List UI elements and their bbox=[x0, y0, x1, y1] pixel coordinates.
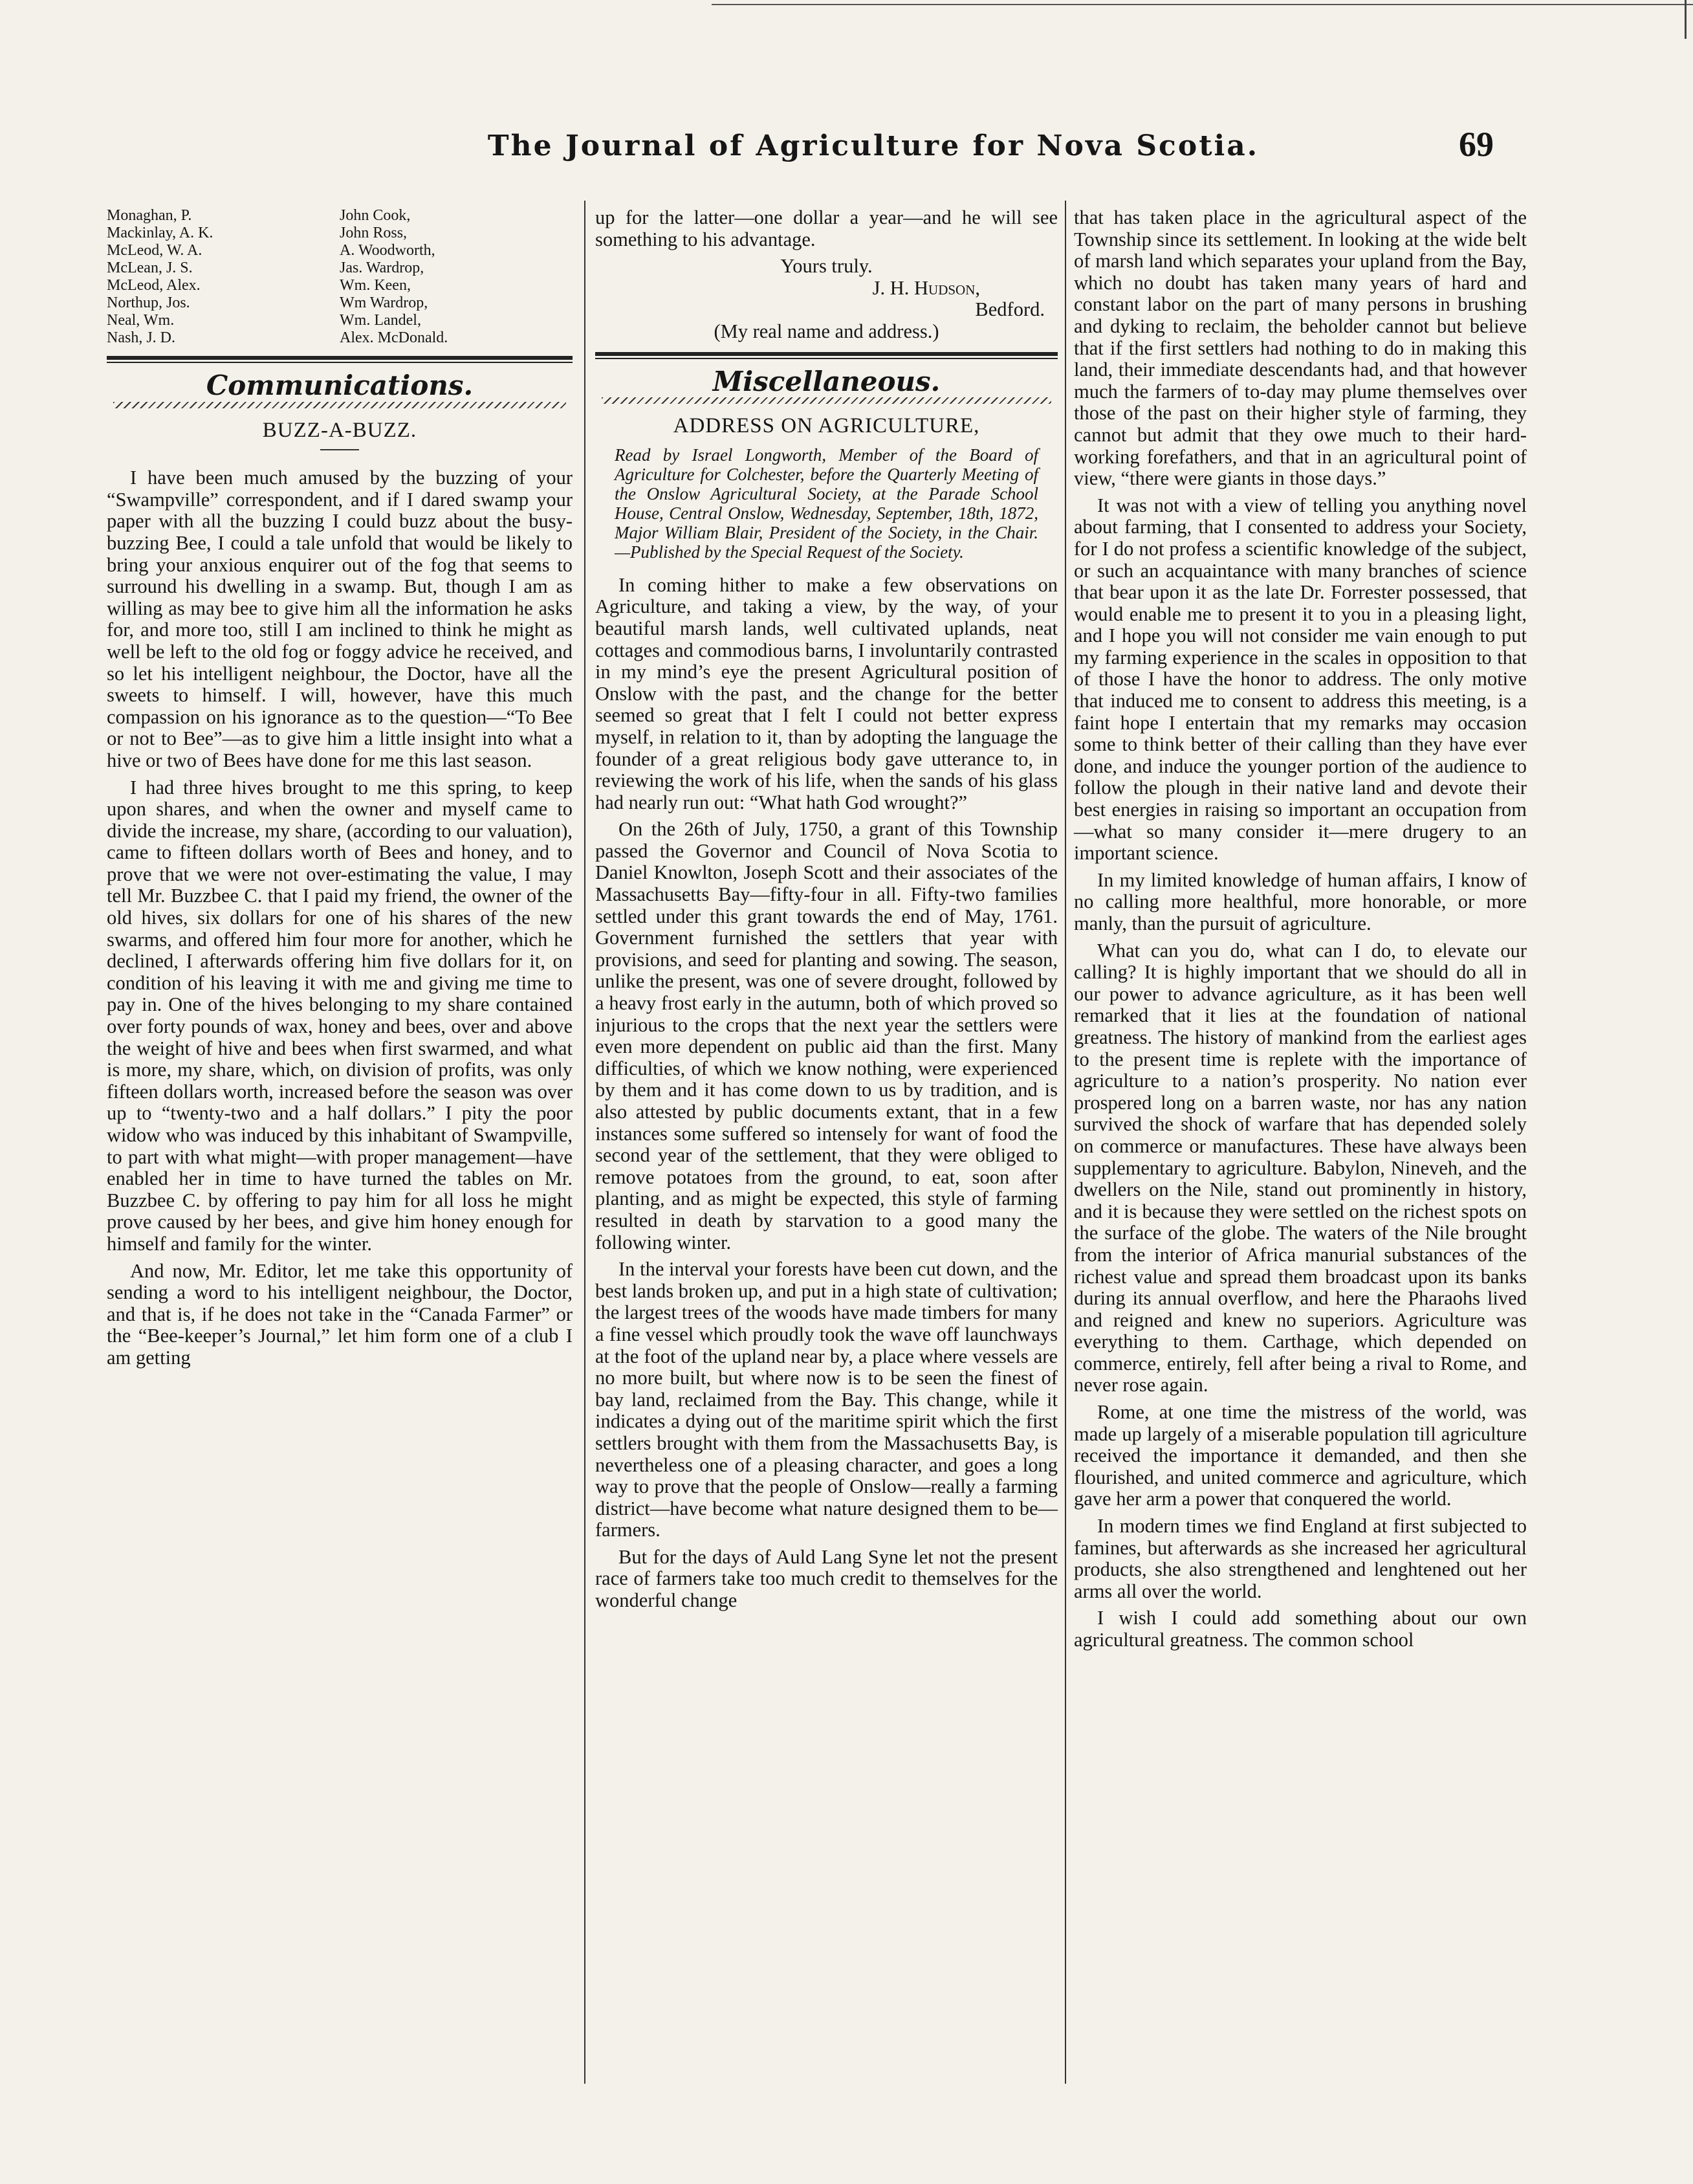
article-paragraph: Rome, at one time the mistress of the world, was made up largely of a miserable population till agriculture received the importance it demanded, and then she flourished, and united commerce and agriculture, which gave her arm a power that conquered the world. bbox=[1074, 1401, 1527, 1510]
subscriber-name: McLeod, W. A. bbox=[107, 242, 202, 259]
page-number: 69 bbox=[1459, 125, 1494, 164]
right-edge-mark bbox=[1685, 0, 1687, 39]
subscriber-names-right bbox=[340, 207, 573, 347]
column-2 bbox=[595, 207, 1058, 1617]
article-continuation: up for the latter—one dollar a year—and he will see something to his advantage. bbox=[595, 206, 1058, 250]
article-byline: Read by Israel Longworth, Member of the Board of Agriculture for Colchester, before the Quarterly Meeting of the Onslow Agricultural Society, at the Parade School House, Central Onslow, Wednesday, September, 18th, 1872, Major William Blair, President of the Society, in the Chair.—Published by the Special Request of the Society. bbox=[615, 445, 1038, 562]
article-paragraph: On the 26th of July, 1750, a grant of this Township passed the Governor and Council of Nova Scotia to Daniel Knowlton, Joseph Scott and their associates of the Massachusetts Bay—fifty-four in all. Fifty-two families settled under this grant towards the end of May, 1761. Government furnished the settlers that year with provisions, and seed for planting and sowing. The season, unlike the present, was one of severe drought, followed by a heavy frost early in the autumn, both of which proved so injurious to the crops that the next year the settlers were even more dependent on public aid than the first. Many difficulties, of which we know nothing, were experienced by them and it has come down to us by tradition, and is also attested by public documents extant, that in a few instances some suffered so intensely for want of food the second year of the settlement, that they were obliged to remove potatoes from the ground, to eat, soon after planting, and as might be expected, this style of farming resulted in death by starvation to a good many the following winter. bbox=[595, 818, 1058, 1253]
article-title-buzz: BUZZ-A-BUZZ. bbox=[262, 418, 417, 442]
subscriber-name: Wm Wardrop, bbox=[340, 294, 428, 311]
article-paragraph: In modern times we find England at first subjected to famines, but afterwards as she increased her agricultural products, she also strengthened and lenghtened out her arms all over the world. bbox=[1074, 1515, 1527, 1602]
section-rule-thick bbox=[595, 352, 1058, 356]
article-paragraph: that has taken place in the agricultural aspect of the Township since its settlement. In looking at the wide belt of marsh land which separates your upland from the Bay, which no doubt has taken many years of hard and constant labor on the part of many persons in brushing and dyking to reclaim, the beholder cannot but believe that if the first settlers had nothing to do in making this land, their immediate descendants had, and that however much the farmers of to-day may plume themselves over those of the past on their higher style of farming, they cannot but admit that they owe much to their hard-working forefathers, and that in an agricultural point of view, “there were giants in those days.” bbox=[1074, 206, 1527, 490]
subscriber-name: Alex. McDonald. bbox=[340, 329, 448, 346]
title-underline bbox=[320, 449, 359, 450]
signature-name: J. H. Hudson, bbox=[872, 276, 980, 299]
article-title-address: ADDRESS ON AGRICULTURE, bbox=[673, 414, 980, 438]
subscriber-name: John Cook, bbox=[340, 207, 411, 224]
article-paragraph: What can you do, what can I do, to elevate our calling? It is highly important that we should do all in our power to advance agriculture, as it has been well remarked that it lies at the foundation of national greatness. The history of mankind from the earliest ages to the present time is replete with the importance of agriculture to a nation’s prosperity. No nation ever prospered long on a barren waste, nor has any nation survived the shock of warfare that has depended solely on commerce or manufactures. These have always been supplementary to agriculture. Babylon, Nineveh, and the dwellers on the Nile, stand out prominently in history, and it is because they were settled on the richest spots on the surface of the globe. The waters of the Nile brought from the interior of Africa manurial substances of the richest value and spread them broadcast upon its banks during its annual overflow, and here the Pharaohs lived and reigned and knew no superiors. Agriculture was everything to them. Carthage, which depended on commerce, entirely, fell after being a rival to Rome, and never rose again. bbox=[1074, 939, 1527, 1396]
article-paragraph: I have been much amused by the buzzing of your “Swampville” correspondent, and if I dared swamp your paper with all the buzzing I could buzz about the busy-buzzing Bee, I could a tale unfold that would be likely to bring your anxious enquirer out of the fog that seems to surround his dwelling in a swamp. But, though I am as willing as may bee to give him all the information he asks for, and more too, still I am inclined to think he might as well be left to the old fog or foggy advice he received, and so let his intelligent neighbour, the Doctor, have all the sweets to himself. I will, however, have this much compassion on his ignorance as to the question—“To Bee or not to Bee”—as to give him a little insight into what a hive or two of Bees have done for me this last season. bbox=[107, 467, 573, 771]
wavy-divider bbox=[602, 397, 1051, 404]
subscriber-name: McLean, J. S. bbox=[107, 259, 193, 276]
subscriber-name: McLeod, Alex. bbox=[107, 277, 201, 294]
column-divider-1 bbox=[584, 201, 585, 2084]
closing-yours: Yours truly. bbox=[780, 255, 873, 278]
subscriber-name: Jas. Wardrop, bbox=[340, 259, 424, 276]
subscriber-name: Neal, Wm. bbox=[107, 312, 175, 329]
subscriber-name: John Ross, bbox=[340, 225, 408, 241]
article-paragraph: I had three hives brought to me this spring, to keep upon shares, and when the owner and myself came to divide the increase, my share, (according to our valuation), came to fifteen dollars worth of Bees and honey, and to prove that we were not over-estimating the value, I may tell Mr. Buzzbee C. that I paid my friend, the owner of the old hives, six dollars for one of his shares of the new swarms, and offered him four more for another, which he declined, I afterwards offering him five dollars for it, on condition of his leaving it with me and giving me time to pay in. One of the hives belonging to my share contained over forty pounds of wax, honey and bees, over and above the weight of hive and bees when first swarmed, and what is more, my share, which, on division of profits, was only fifteen dollars worth, increased before the season was over up to “twenty-two and a half dollars.” I pity the poor widow who was induced by this inhabitant of Swampville, to part with what might—with proper management—have enabled her in time to have turned the tables on Mr. Buzzbee C. by offering to pay him for all loss he might prove caused by her bees, and give him honey enough for himself and family for the winter. bbox=[107, 776, 573, 1255]
section-rule-thin bbox=[107, 362, 573, 363]
subscriber-name: Northup, Jos. bbox=[107, 294, 190, 311]
column-1 bbox=[107, 207, 573, 1374]
article-paragraph: In my limited knowledge of human affairs, I know of no calling more healthful, more honorable, or more manly, than the pursuit of agriculture. bbox=[1074, 868, 1527, 934]
signature-place: Bedford. bbox=[975, 298, 1045, 321]
article-paragraph: It was not with a view of telling you anything novel about farming, that I consented to address your Society, for I do not profess a scientific knowledge of the subject, or such an acquaintance with many branches of science that bear upon it as the late Dr. Forrester possessed, that would enable me to present it to you in a pleasing light, and I hope you will not consider me vain enough to put my farming experience in the scales in opposition to that of those I have the honor to address. The only motive that induced me to consent to address this meeting, is a faint hope I entertain that my remarks may occasion some to think better of their calling than they have ever done, and induce the younger portion of the audience to follow the plough in their native land and devote their best energies in raising so important an occupation from—what so many consider it—mere drugery to an important science. bbox=[1074, 494, 1527, 865]
article-paragraph: In coming hither to make a few observations on Agriculture, and taking a view, by the way, of your beautiful marsh lands, well cultivated uplands, neat cottages and commodious barns, I involuntarily contrasted in my mind’s eye the present Agricultural position of Onslow with the past, and the change for the better seemed so great that I felt I could not better express myself, in relation to it, than by adopting the language the founder of a great religious body gave utterance to, in reviewing the work of his life, when the sands of his glass had nearly run out: “What hath God wrought?” bbox=[595, 573, 1058, 813]
article-paragraph: In the interval your forests have been cut down, and the best lands broken up, and put in a high state of cultivation; the largest trees of the woods have made timbers for many a fine vessel which proudly took the wave off launchways at the foot of the upland near by, a place where vessels are no more built, but where now is to be seen the finest of bay land, reclaimed from the Bay. This change, while it indicates a dying out of the maritime spirit which the first settlers brought with them from the Massachusetts Bay, is nevertheless one of a pleasing character, and goes a long way to prove that the people of Onslow—really a farming district—have become what nature designed them to be—farmers. bbox=[595, 1258, 1058, 1541]
article-paragraph: But for the days of Auld Lang Syne let not the present race of farmers take too much credit to themselves for the wonderful change bbox=[595, 1545, 1058, 1612]
wavy-divider bbox=[113, 402, 566, 408]
signature-note: (My real name and address.) bbox=[714, 320, 939, 342]
subscriber-name: Monaghan, P. bbox=[107, 207, 192, 224]
subscriber-name: A. Woodworth, bbox=[340, 242, 435, 259]
section-rule-thick bbox=[107, 356, 573, 360]
section-rule-thin bbox=[595, 358, 1058, 359]
journal-title: The Journal of Agriculture for Nova Scotia. bbox=[487, 129, 1260, 162]
top-edge-rule bbox=[712, 4, 1693, 5]
subscriber-names-left bbox=[107, 207, 340, 347]
masthead bbox=[0, 125, 1693, 181]
subscriber-list bbox=[107, 207, 573, 347]
article-paragraph: I wish I could add something about our own agricultural greatness. The common school bbox=[1074, 1607, 1527, 1651]
subscriber-name: Nash, J. D. bbox=[107, 329, 175, 346]
article-paragraph: And now, Mr. Editor, let me take this opportunity of sending a word to his intelligent neighbour, the Doctor, and that is, if he does not take in the “Canada Farmer” or the “Bee-keeper’s Journal,” let him form one of a club I am getting bbox=[107, 1259, 573, 1369]
column-divider-2 bbox=[1065, 201, 1066, 2084]
section-heading-miscellaneous: Miscellaneous. bbox=[712, 365, 941, 397]
section-heading-communications: Communications. bbox=[206, 370, 474, 401]
column-3 bbox=[1074, 207, 1527, 1657]
subscriber-name: Wm. Keen, bbox=[340, 277, 411, 294]
subscriber-name: Mackinlay, A. K. bbox=[107, 225, 213, 241]
subscriber-name: Wm. Landel, bbox=[340, 312, 421, 329]
